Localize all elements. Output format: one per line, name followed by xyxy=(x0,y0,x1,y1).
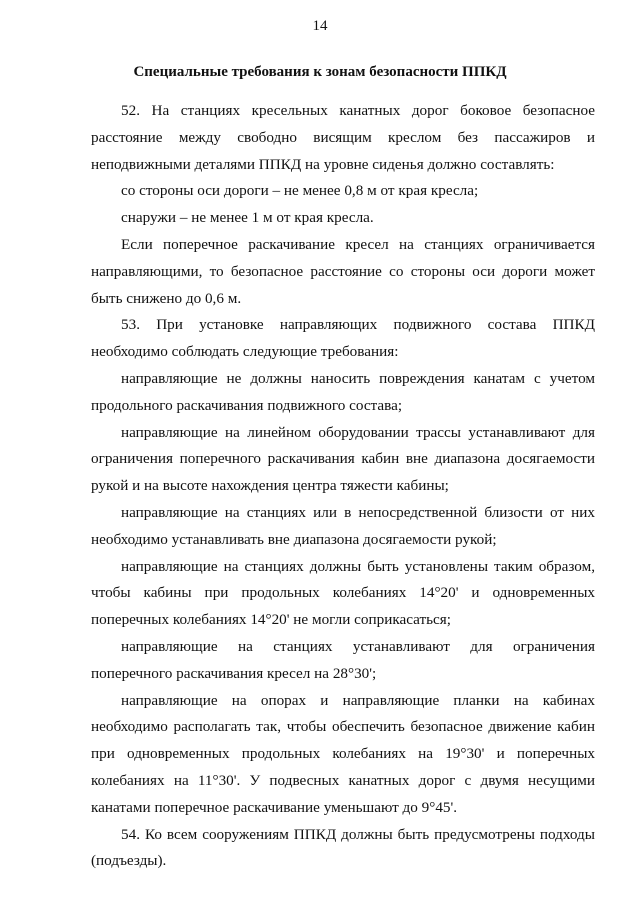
page-number: 14 xyxy=(312,18,328,34)
paragraph-guides-towers: направляющие на опорах и направляющие планки на кабинах необходимо располагать так, чтобы обеспечить безопасное движение кабин при одновременных продольных колебаниях на 19°30' и поперечных колебаниях на 11°30'. У подвесных канатных дорог с двумя несущими канатами поперечное раскачивание уменьшают до 9°45'. xyxy=(91,691,595,816)
section-heading: Специальные требования к зонам безопасности ППКД xyxy=(133,64,507,80)
paragraph-guides-cabins-contact: направляющие на станциях должны быть установлены таким образом, чтобы кабины при продольных колебаниях 14°20' и одновременных поперечных колебаниях 14°20' не могли соприкасаться; xyxy=(91,557,595,629)
paragraph-axis-side: со стороны оси дороги – не менее 0,8 м от края кресла; xyxy=(121,182,479,200)
paragraph-52: 52. На станциях кресельных канатных дорог боковое безопасное расстояние между свободно висящим креслом без пассажиров и неподвижными деталями ППКД на уровне сиденья должно составлять: xyxy=(91,102,595,173)
paragraph-53: 53. При установке направляющих подвижного состава ППКД необходимо соблюдать следующие требования: xyxy=(91,316,595,361)
paragraph-54: 54. Ко всем сооружениям ППКД должны быть предусмотрены подходы (подъезды). xyxy=(91,825,595,870)
paragraph-guides-line-equipment: направляющие на линейном оборудовании трассы устанавливают для ограничения поперечного раскачивания кабин вне диапазона досягаемости рукой и на высоте нахождения центра тяжести кабины; xyxy=(91,423,595,495)
paragraph-guides-reduction: Если поперечное раскачивание кресел на станциях ограничивается направляющими, то безопасное расстояние со стороны оси дороги может быть снижено до 0,6 м. xyxy=(91,235,595,307)
paragraph-outside: снаружи – не менее 1 м от края кресла. xyxy=(121,209,374,227)
paragraph-guides-stations-reach: направляющие на станциях или в непосредственной близости от них необходимо устанавливать вне диапазона досягаемости рукой; xyxy=(91,503,595,548)
paragraph-guides-chairs-sway: направляющие на станциях устанавливают для ограничения поперечного раскачивания кресел на 28°30'; xyxy=(91,637,595,682)
document-body xyxy=(91,98,595,875)
paragraph-guides-no-damage: направляющие не должны наносить повреждения канатам с учетом продольного раскачивания подвижного состава; xyxy=(91,369,595,414)
